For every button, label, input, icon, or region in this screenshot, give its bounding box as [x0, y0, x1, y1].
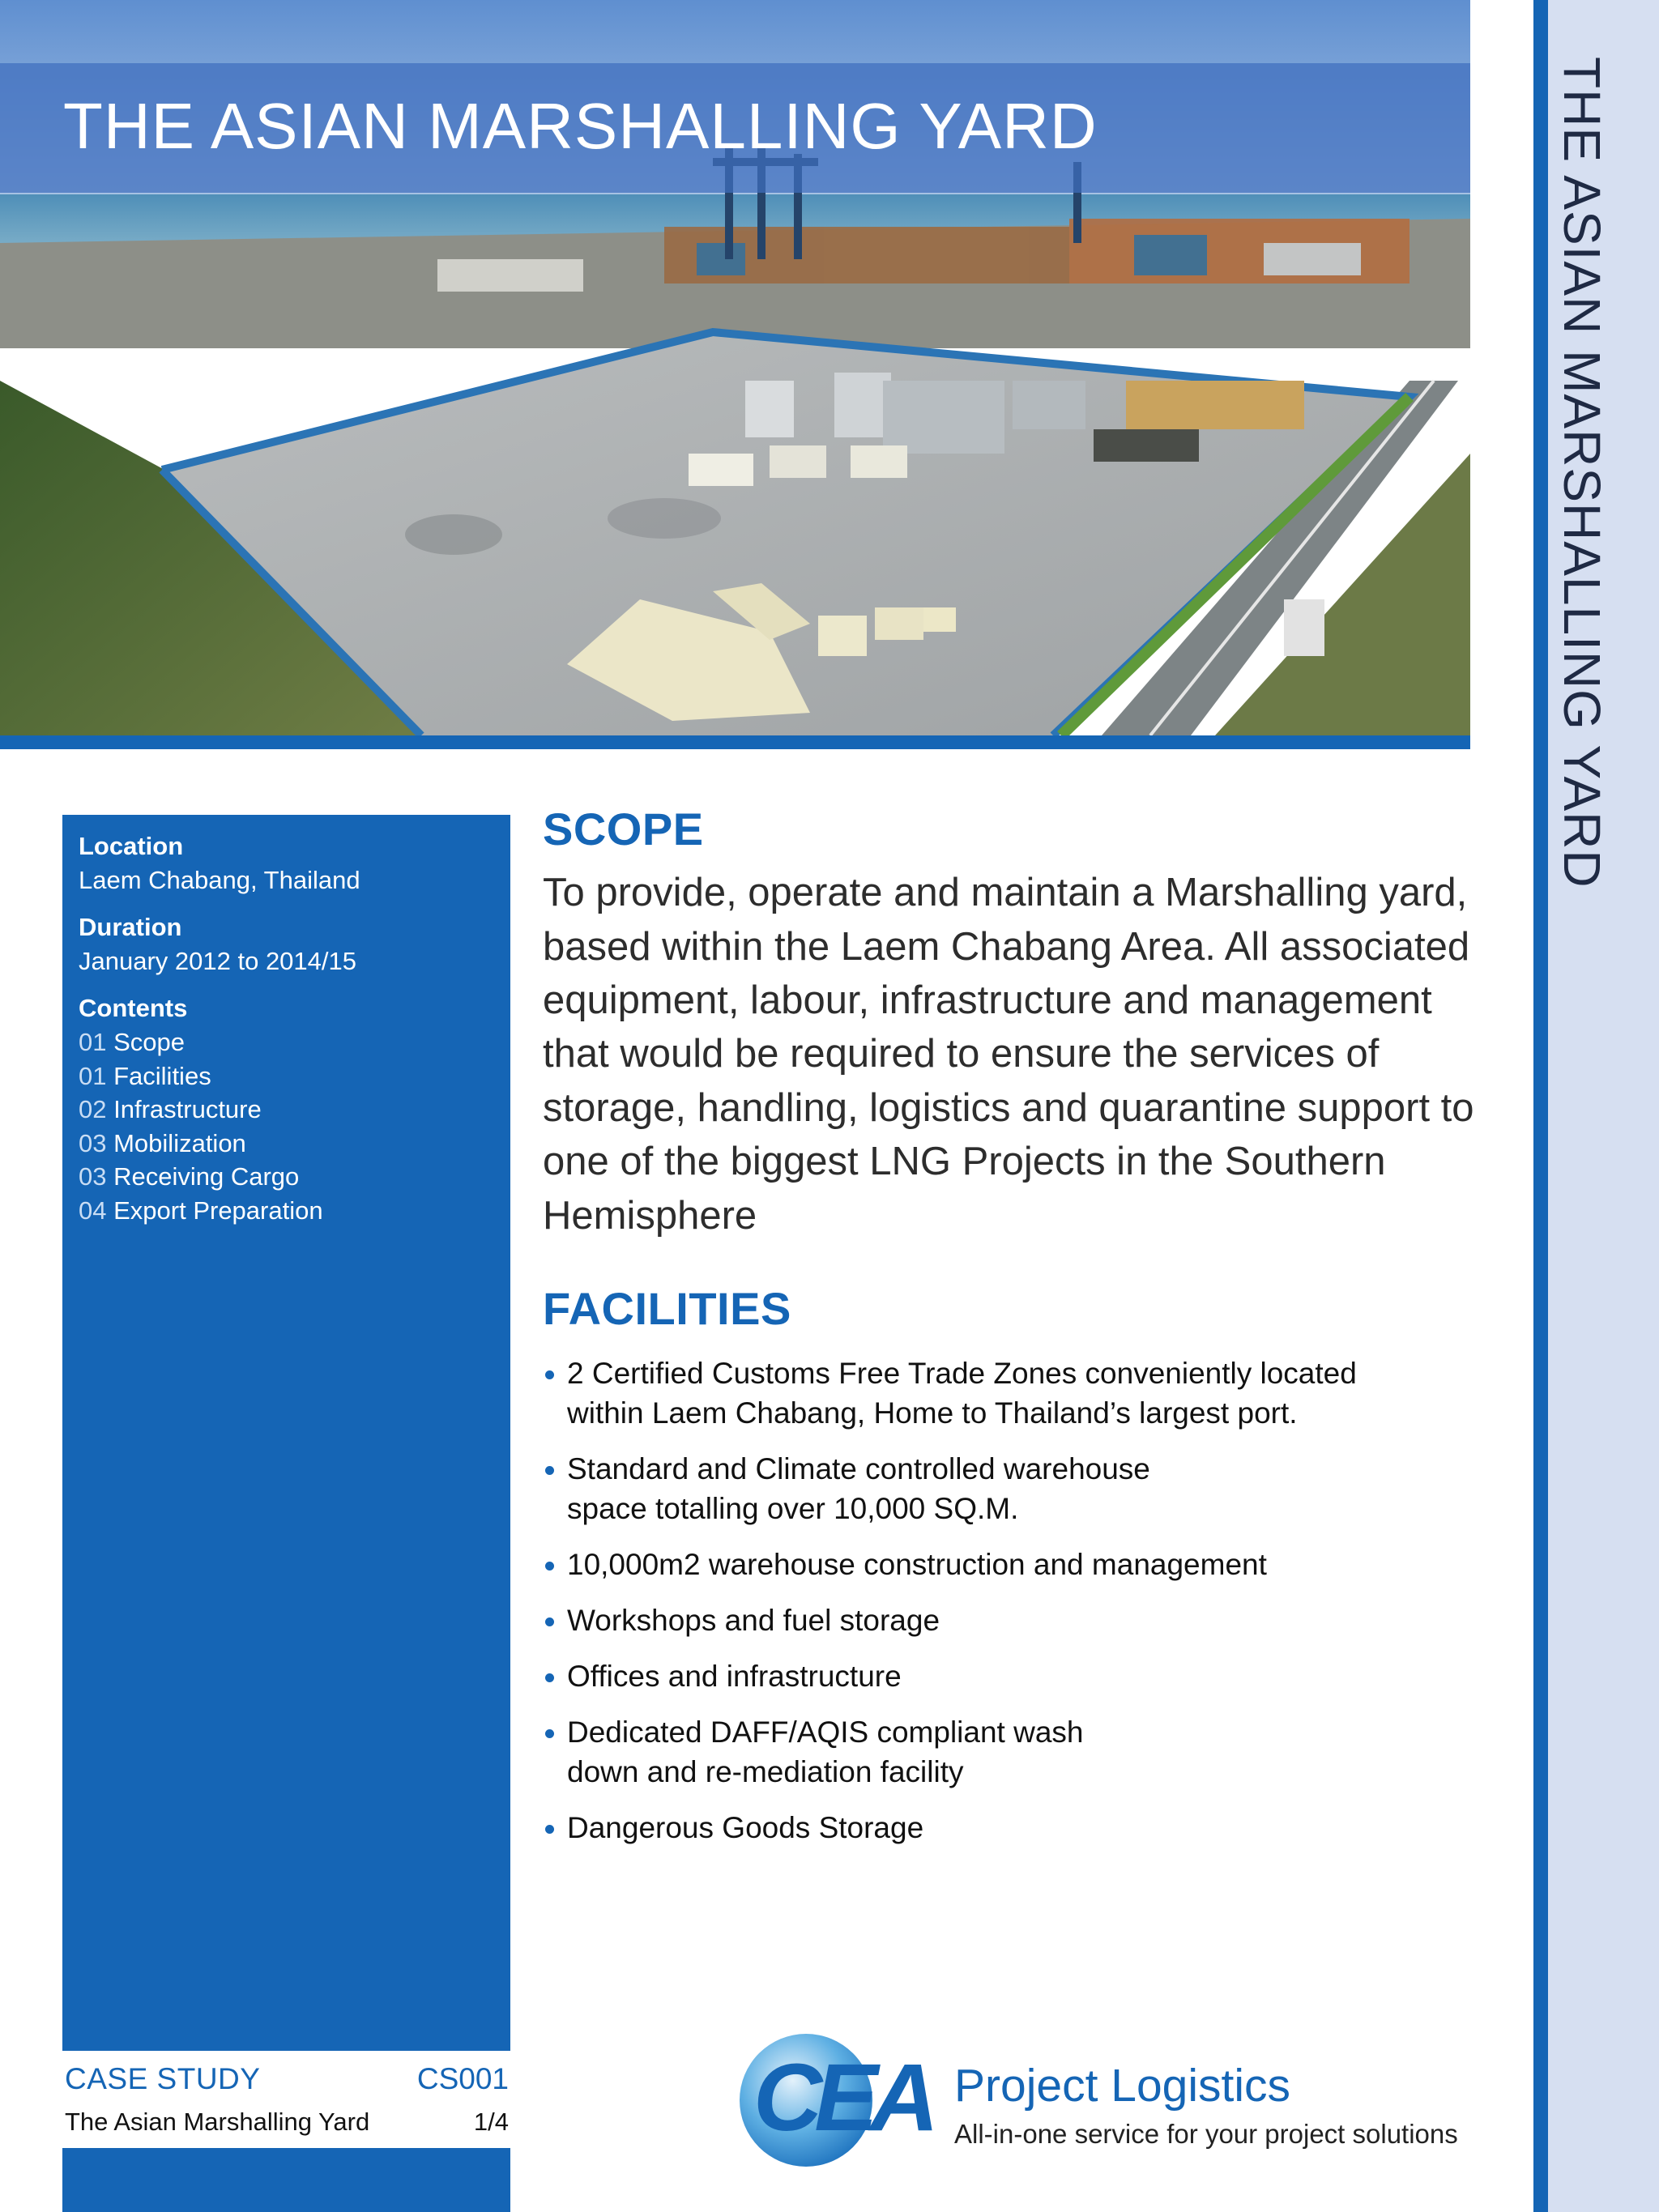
facility-line: Dedicated DAFF/AQIS compliant wash: [567, 1715, 1084, 1750]
contents-page: 02: [79, 1095, 107, 1123]
case-study-code: CS001: [416, 2062, 509, 2095]
scope-text: To provide, operate and maintain a Marshalling yard, based within the Laem Chabang Area. All associated equipment, labour, infrastructure and management that would be required to ensure the services of storage, handling, logistics and quarantine support to one of the biggest LNG Projects in the Southern Hemisphere: [543, 871, 1474, 1238]
duration-label: Duration: [79, 913, 182, 941]
contents-title: Mobilization: [113, 1128, 246, 1157]
bullet-icon: [545, 1617, 554, 1626]
case-study-label: CASE STUDY: [65, 2062, 261, 2095]
location-label: Location: [79, 832, 184, 860]
contents-item[interactable]: [79, 1025, 502, 1059]
contents-title: Receiving Cargo: [113, 1162, 300, 1191]
facilities-list: [543, 1353, 1474, 1848]
page-title: THE ASIAN MARSHALLING YARD: [63, 90, 1098, 162]
contents-title: Infrastructure: [113, 1095, 262, 1123]
scope-heading: SCOPE: [543, 803, 704, 855]
location-block: [79, 829, 502, 897]
facility-line: Workshops and fuel storage: [567, 1604, 940, 1638]
facility-item: [543, 1353, 1474, 1433]
facility-line: Offices and infrastructure: [567, 1660, 902, 1694]
facility-item: [543, 1600, 1474, 1640]
contents-page: 01: [79, 1061, 107, 1090]
facilities-heading: FACILITIES: [543, 1283, 791, 1335]
contents-title: Scope: [113, 1028, 186, 1056]
side-strip-rule: [1533, 0, 1548, 2212]
bullet-icon: [545, 1673, 554, 1682]
page-number: 1/4: [473, 2108, 509, 2136]
contents-page: 01: [79, 1028, 107, 1056]
side-title: THE ASIAN MARSHALLING YARD: [1553, 57, 1611, 889]
company-logo[interactable]: [729, 2029, 1474, 2175]
facility-item: [543, 1808, 1474, 1848]
duration-block: [79, 910, 502, 978]
bullet-icon: [545, 1466, 554, 1475]
contents-item[interactable]: [79, 1127, 502, 1161]
footer-bar: [62, 2148, 510, 2212]
facility-item: [543, 1656, 1474, 1696]
facility-line: down and re-mediation facility: [567, 1755, 964, 1789]
contents-block: [79, 991, 502, 1227]
bullet-icon: [545, 1370, 554, 1379]
contents-item[interactable]: [79, 1059, 502, 1093]
facility-line: within Laem Chabang, Home to Thailand’s largest port.: [567, 1396, 1298, 1430]
contents-title: Export Preparation: [113, 1196, 323, 1225]
contents-page: 04: [79, 1196, 107, 1225]
duration-value: January 2012 to 2014/15: [79, 947, 356, 975]
facility-item: [543, 1712, 1474, 1792]
facility-line: Standard and Climate controlled warehouse: [567, 1452, 1150, 1486]
hero-divider: [0, 735, 1470, 749]
contents-page: 03: [79, 1162, 107, 1191]
contents-label: Contents: [79, 994, 188, 1022]
contents-item[interactable]: [79, 1160, 502, 1194]
facility-line: Dangerous Goods Storage: [567, 1811, 924, 1845]
location-value: Laem Chabang, Thailand: [79, 866, 360, 894]
facility-line: 2 Certified Customs Free Trade Zones conveniently located: [567, 1357, 1357, 1391]
case-study-footer: [62, 2051, 510, 2148]
contents-page: 03: [79, 1128, 107, 1157]
bullet-icon: [545, 1729, 554, 1738]
bullet-icon: [545, 1825, 554, 1834]
logo-name: Project Logistics: [954, 2060, 1291, 2112]
facility-item: [543, 1545, 1474, 1584]
info-panel: [62, 815, 510, 2051]
logo-mark-text: CEA: [753, 2044, 932, 2151]
logo-tagline: All-in-one service for your project solutions: [954, 2119, 1458, 2149]
facility-line: 10,000m2 warehouse construction and management: [567, 1548, 1267, 1582]
contents-list: [79, 1025, 502, 1227]
main-content: [543, 802, 1474, 1864]
contents-item[interactable]: [79, 1194, 502, 1228]
bullet-icon: [545, 1562, 554, 1571]
facility-line: space totalling over 10,000 SQ.M.: [567, 1492, 1019, 1526]
contents-title: Facilities: [113, 1061, 211, 1090]
cea-logo-icon: [729, 2029, 948, 2175]
facility-item: [543, 1449, 1474, 1528]
case-study-title: The Asian Marshalling Yard: [65, 2108, 370, 2136]
contents-item[interactable]: [79, 1093, 502, 1127]
